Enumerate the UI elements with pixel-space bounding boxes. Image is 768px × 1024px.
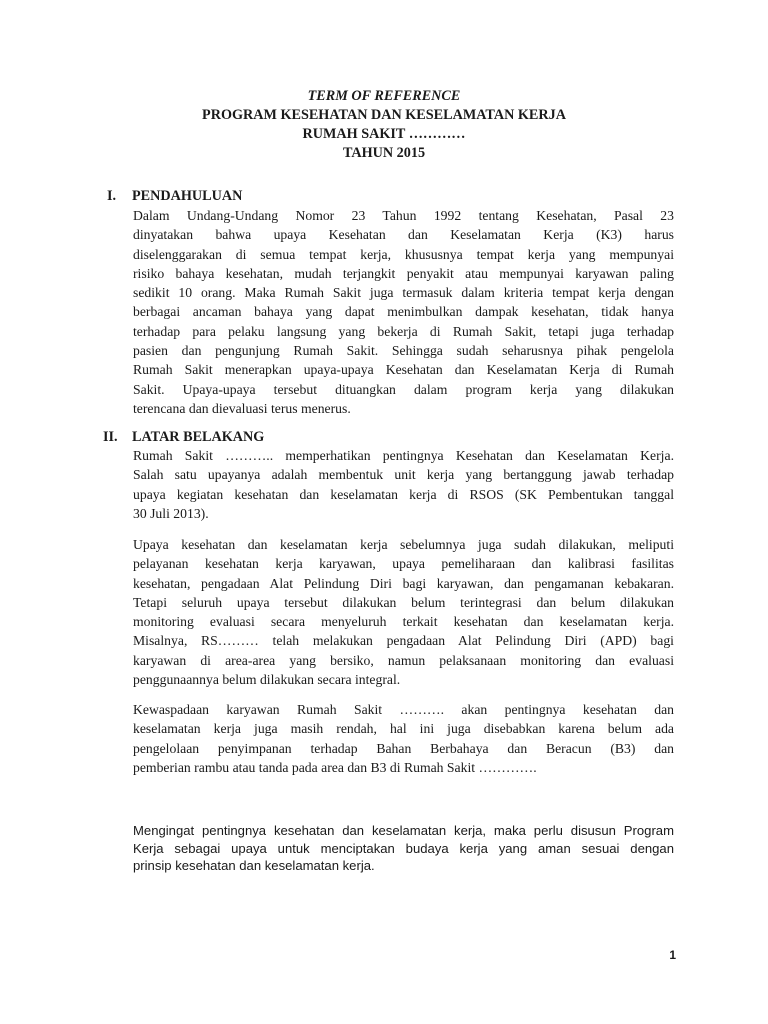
document-year: TAHUN 2015 xyxy=(342,145,426,161)
paragraph-line: Rumah Sakit menerapkan upaya-upaya Kesehatan dan Keselamatan Kerja di Rumah xyxy=(133,362,674,378)
paragraph-line: Upaya kesehatan dan keselamatan kerja sebelumnya juga sudah dilakukan, meliputi xyxy=(133,537,674,552)
section-title: LATAR BELAKANG xyxy=(132,429,265,445)
paragraph-line: terencana dan dievaluasi terus menerus. xyxy=(133,400,351,416)
paragraph-line: pasien dan pengunjung Rumah Sakit. Sehingga sudah seharusnya pihak pengelola xyxy=(133,343,674,359)
paragraph-line: keselamatan kerja juga masih rendah, hal ini juga disebabkan karena belum ada xyxy=(133,721,674,737)
paragraph-latar-belakang-4 xyxy=(133,822,674,875)
paragraph-line: berbagai ancaman bahaya yang dapat menimbulkan dampak kesehatan, tidak hanya xyxy=(133,304,674,320)
section-heading-pendahuluan xyxy=(107,187,242,205)
paragraph-line: sedikit 10 orang. Maka Rumah Sakit juga termasuk dalam kriteria tempat kerja dengan xyxy=(133,285,674,301)
page-number: 1 xyxy=(669,948,676,962)
paragraph-latar-belakang-2 xyxy=(133,535,674,689)
hospital-name: RUMAH SAKIT ………… xyxy=(302,126,466,142)
paragraph-line: 30 Juli 2013). xyxy=(133,505,209,521)
paragraph-line: Sakit. Upaya-upaya tersebut dituangkan dalam program kerja yang dilakukan xyxy=(133,381,674,397)
paragraph-line: Dalam Undang-Undang Nomor 23 Tahun 1992 tentang Kesehatan, Pasal 23 xyxy=(133,208,674,223)
paragraph-line: Kewaspadaan karyawan Rumah Sakit ………. akan pentingnya kesehatan dan xyxy=(133,702,674,717)
paragraph-line: risiko bahaya kesehatan, mudah terjangkit penyakit atau mempunyai karyawan paling xyxy=(133,265,674,281)
paragraph-line: diselenggarakan di semua tempat kerja, khususnya tempat kerja yang mempunyai xyxy=(133,246,674,262)
section-title: PENDAHULUAN xyxy=(132,188,243,204)
section-number: II. xyxy=(103,429,118,445)
paragraph-line: upaya kegiatan kesehatan dan keselamatan kerja di RSOS (SK Pembentukan tanggal xyxy=(133,486,674,502)
paragraph-line: prinsip kesehatan dan keselamatan kerja. xyxy=(133,858,375,873)
paragraph-line: monitoring evaluasi secara menyeluruh terkait kesehatan dan keselamatan kerja. xyxy=(133,614,674,630)
paragraph-line: Salah satu upayanya adalah membentuk unit kerja yang bertanggung jawab terhadap xyxy=(133,467,674,483)
paragraph-line: kesehatan, pengadaan Alat Pelindung Diri bagi karyawan, dan pengamanan kebakaran. xyxy=(133,575,674,591)
paragraph-line: pemberian rambu atau tanda pada area dan B3 di Rumah Sakit …………. xyxy=(133,759,537,775)
paragraph-line: penggunaannya belum dilakukan secara integral. xyxy=(133,672,401,688)
paragraph-line: dinyatakan bahwa upaya Kesehatan dan Keselamatan Kerja (K3) harus xyxy=(133,227,674,243)
paragraph-line: terhadap para pelaku langsung yang bekerja di Rumah Sakit, tetapi juga terhadap xyxy=(133,323,674,339)
document-title-block xyxy=(0,87,768,163)
paragraph-line: pengelolaan penyimpanan terhadap Bahan Berbahaya dan Beracun (B3) dan xyxy=(133,740,674,756)
paragraph-line: Mengingat pentingnya kesehatan dan keselamatan kerja, maka perlu disusun Program xyxy=(133,823,674,838)
paragraph-line: Tetapi seluruh upaya tersebut dilakukan belum terintegrasi dan belum dilakukan xyxy=(133,594,674,610)
paragraph-latar-belakang-1 xyxy=(133,446,674,523)
paragraph-line: Rumah Sakit ……….. memperhatikan pentingnya Kesehatan dan Keselamatan Kerja. xyxy=(133,448,674,463)
program-title: PROGRAM KESEHATAN DAN KESELAMATAN KERJA xyxy=(202,107,566,123)
section-number: I. xyxy=(107,188,117,204)
paragraph-line: karyawan di area-area yang bersiko, namun pelaksanaan monitoring dan evaluasi xyxy=(133,652,674,668)
paragraph-line: pelayanan kesehatan kerja karyawan, upaya pemeliharaan dan kalibrasi fasilitas xyxy=(133,556,674,572)
paragraph-line: Misalnya, RS……… telah melakukan pengadaan Alat Pelindung Diri (APD) bagi xyxy=(133,633,674,649)
document-title: TERM OF REFERENCE xyxy=(307,88,461,104)
paragraph-latar-belakang-3 xyxy=(133,700,674,777)
section-heading-latar-belakang xyxy=(103,428,264,446)
paragraph-line: Kerja sebagai upaya untuk menciptakan budaya kerja yang aman sesuai dengan xyxy=(133,840,674,856)
paragraph-pendahuluan xyxy=(133,206,674,418)
